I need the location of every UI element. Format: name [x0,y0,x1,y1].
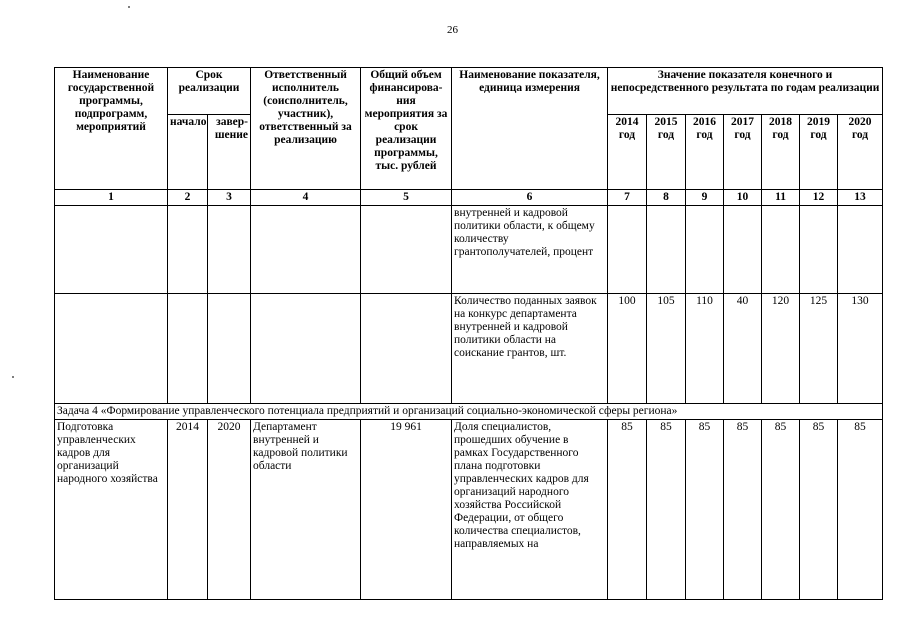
header-year: 2015 год [647,115,686,190]
term-start-cell: 2014 [168,420,208,600]
value-cell: 100 [608,294,647,404]
table-row [55,206,883,294]
value-cell: 120 [762,294,800,404]
cell-empty [251,294,361,404]
value-cell: 85 [647,420,686,600]
value-cell: 130 [838,294,883,404]
cell-empty [361,294,452,404]
scan-speck [12,376,14,378]
header-program-name: Наименование государственной программы, подпрограмм, мероприятий [55,68,168,190]
program-table [54,67,883,600]
header-values-title: Значение показателя конечного и непосредственного результата по годам реализации [608,68,883,115]
cell-empty [55,294,168,404]
value-cell: 105 [647,294,686,404]
cell-empty [208,206,251,294]
header-year: 2018 год [762,115,800,190]
header-term-start: начало [168,115,208,190]
indicator-cell: внутренней и кадровой политики области, к общему количеству грантополучателей, процент [452,206,608,294]
term-end-cell: 2020 [208,420,251,600]
column-number: 8 [647,190,686,206]
value-cell: 85 [686,420,724,600]
value-cell: 110 [686,294,724,404]
header-year: 2017 год [724,115,762,190]
cell-empty [361,206,452,294]
cell-empty [208,294,251,404]
value-cell: 40 [724,294,762,404]
header-funding: Общий объем финансирова-ния мероприятия за срок реализации программы, тыс. рублей [361,68,452,190]
value-cell: 85 [800,420,838,600]
column-number: 2 [168,190,208,206]
value-cell: 85 [762,420,800,600]
task-row [55,404,883,420]
cell-empty [724,206,762,294]
column-number: 7 [608,190,647,206]
column-number: 6 [452,190,608,206]
task-4-title: Задача 4 «Формирование управленческого потенциала предприятий и организаций социально-экономической сферы региона» [55,404,883,420]
cell-empty [800,206,838,294]
header-term: Срок реализации [168,68,251,115]
value-cell: 85 [838,420,883,600]
column-number: 10 [724,190,762,206]
cell-empty [251,206,361,294]
page-number: 26 [447,24,458,36]
cell-empty [55,206,168,294]
column-number: 9 [686,190,724,206]
header-year: 2020 год [838,115,883,190]
funding-cell: 19 961 [361,420,452,600]
indicator-cell: Доля специалистов, прошедших обучение в рамках Государственного плана подготовки управленческих кадров для организаций народного хозяйства Российской Федерации, от общего количества специалистов, направляемых на [452,420,608,600]
header-year: 2019 год [800,115,838,190]
value-cell: 85 [608,420,647,600]
cell-empty [168,294,208,404]
header-year: 2014 год [608,115,647,190]
column-number: 3 [208,190,251,206]
cell-empty [608,206,647,294]
column-number: 5 [361,190,452,206]
header-row-1 [55,68,883,115]
column-number: 12 [800,190,838,206]
column-numbers-row [55,190,883,206]
cell-empty [686,206,724,294]
program-name-cell: Подготовка управленческих кадров для организаций народного хозяйства [55,420,168,600]
header-executor: Ответственный исполнитель (соисполнитель, участник), ответственный за реализацию [251,68,361,190]
column-number: 11 [762,190,800,206]
scan-speck [128,6,130,8]
indicator-cell: Количество поданных заявок на конкурс департамента внутренней и кадровой политики области на соискание грантов, шт. [452,294,608,404]
table-row [55,294,883,404]
column-number: 1 [55,190,168,206]
header-year: 2016 год [686,115,724,190]
executor-cell: Департамент внутренней и кадровой политики области [251,420,361,600]
column-number: 13 [838,190,883,206]
value-cell: 125 [800,294,838,404]
table-row [55,420,883,600]
column-number: 4 [251,190,361,206]
cell-empty [168,206,208,294]
cell-empty [762,206,800,294]
cell-empty [647,206,686,294]
value-cell: 85 [724,420,762,600]
header-term-end: завер-шение [208,115,251,190]
header-indicator: Наименование показателя, единица измерения [452,68,608,190]
cell-empty [838,206,883,294]
